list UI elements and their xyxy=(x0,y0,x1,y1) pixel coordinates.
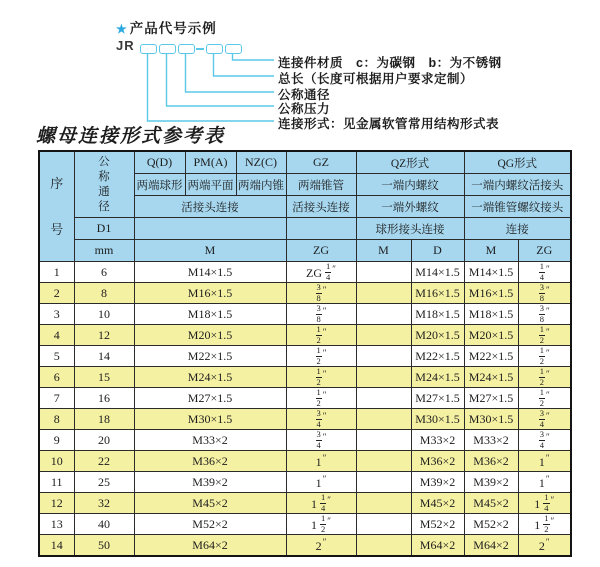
connector-line xyxy=(167,53,275,106)
qg-m-cell: M14×1.5 xyxy=(464,262,518,283)
qg-m-cell: M22×1.5 xyxy=(464,346,518,367)
m-thread-cell: M52×2 xyxy=(134,514,286,535)
seq-cell: 8 xyxy=(39,409,74,430)
header-conn-qg: 一端锥管螺纹接头 xyxy=(464,196,571,218)
dn-cell: 20 xyxy=(74,430,134,451)
dn-cell: 6 xyxy=(74,262,134,283)
qz-d-cell: M16×1.5 xyxy=(411,283,464,304)
table-row xyxy=(39,472,571,493)
seq-cell: 11 xyxy=(39,472,74,493)
qz-d-cell: M20×1.5 xyxy=(411,325,464,346)
header-row-5 xyxy=(39,240,571,262)
table-row xyxy=(39,451,571,472)
header-unit-qz-m: M xyxy=(356,240,411,262)
qz-m-cell xyxy=(356,535,411,557)
gz-thread-cell: $\frac{1}{2}$ ″ xyxy=(286,388,356,409)
qg-m-cell: M64×2 xyxy=(464,535,518,557)
table-row xyxy=(39,367,571,388)
gz-thread-cell: 1 $\frac{1}{4}$ ″ xyxy=(286,493,356,514)
qg-zg-cell: $\frac{1}{2}$ ″ xyxy=(518,325,571,346)
m-thread-cell: M27×1.5 xyxy=(134,388,286,409)
gz-thread-cell: $\frac{1}{2}$ ″ xyxy=(286,367,356,388)
dn-cell: 16 xyxy=(74,388,134,409)
header-col-qg: QG形式 xyxy=(464,151,571,174)
qz-m-cell xyxy=(356,451,411,472)
gz-thread-cell: $\frac{1}{2}$ ″ xyxy=(286,346,356,367)
seq-cell: 7 xyxy=(39,388,74,409)
table-row xyxy=(39,262,571,283)
header-conn2-qg: 连接 xyxy=(464,218,571,240)
seq-cell: 10 xyxy=(39,451,74,472)
table-row xyxy=(39,388,571,409)
qg-m-cell: M24×1.5 xyxy=(464,367,518,388)
qg-m-cell: M39×2 xyxy=(464,472,518,493)
seq-cell: 12 xyxy=(39,493,74,514)
qg-m-cell: M27×1.5 xyxy=(464,388,518,409)
qz-d-cell: M30×1.5 xyxy=(411,409,464,430)
qz-d-cell: M45×2 xyxy=(411,493,464,514)
qz-m-cell xyxy=(356,472,411,493)
m-thread-cell: M45×2 xyxy=(134,493,286,514)
qz-m-cell xyxy=(356,409,411,430)
qg-m-cell: M52×2 xyxy=(464,514,518,535)
dn-cell: 32 xyxy=(74,493,134,514)
connector-line xyxy=(214,53,275,76)
qg-zg-cell: $\frac{1}{4}$ ″ xyxy=(518,262,571,283)
gz-thread-cell: $\frac{3}{4}$ ″ xyxy=(286,430,356,451)
qz-d-cell: M36×2 xyxy=(411,451,464,472)
header-col-qz: QZ形式 xyxy=(356,151,464,174)
dn-cell: 10 xyxy=(74,304,134,325)
dn-cell: 12 xyxy=(74,325,134,346)
qg-m-cell: M20×1.5 xyxy=(464,325,518,346)
m-thread-cell: M64×2 xyxy=(134,535,286,557)
header-empty-qpn xyxy=(134,218,286,240)
nut-connection-table xyxy=(38,150,572,557)
dn-cell: 14 xyxy=(74,346,134,367)
qg-zg-cell: 1 $\frac{1}{4}$ ″ xyxy=(518,493,571,514)
qz-m-cell xyxy=(356,430,411,451)
qg-m-cell: M45×2 xyxy=(464,493,518,514)
dn-cell: 8 xyxy=(74,283,134,304)
seq-cell: 6 xyxy=(39,367,74,388)
header-seq: 序号 xyxy=(39,151,74,262)
table-row xyxy=(39,493,571,514)
header-conn-qpn: 活接头连接 xyxy=(134,196,286,218)
table-row xyxy=(39,304,571,325)
qg-zg-cell: 1″ xyxy=(518,451,571,472)
gz-thread-cell: $\frac{1}{2}$ ″ xyxy=(286,325,356,346)
qz-d-cell: M33×2 xyxy=(411,430,464,451)
table-row xyxy=(39,283,571,304)
table-row xyxy=(39,346,571,367)
table-row xyxy=(39,409,571,430)
qz-d-cell: M52×2 xyxy=(411,514,464,535)
header-desc-q: 两端球形 xyxy=(134,174,185,196)
seq-cell: 3 xyxy=(39,304,74,325)
header-dn: 公称通径 xyxy=(74,151,134,218)
qz-d-cell: M64×2 xyxy=(411,535,464,557)
gz-thread-cell: 1 $\frac{1}{2}$ ″ xyxy=(286,514,356,535)
header-empty-gz xyxy=(286,218,356,240)
dn-cell: 25 xyxy=(74,472,134,493)
header-col-q: Q(D) xyxy=(134,151,185,174)
qg-zg-cell: $\frac{3}{8}$ ″ xyxy=(518,304,571,325)
qg-zg-cell: $\frac{1}{2}$ ″ xyxy=(518,367,571,388)
table-row xyxy=(39,535,571,557)
header-d1: D1 xyxy=(74,218,134,240)
qg-zg-cell: $\frac{1}{2}$ ″ xyxy=(518,346,571,367)
diagram-label-connection: 连接形式：见金属软管常用结构形式表 xyxy=(278,117,500,131)
seq-cell: 9 xyxy=(39,430,74,451)
qg-zg-cell: 2″ xyxy=(518,535,571,557)
header-desc-gz: 两端锥管 xyxy=(286,174,356,196)
qz-m-cell xyxy=(356,304,411,325)
qg-m-cell: M36×2 xyxy=(464,451,518,472)
seq-cell: 5 xyxy=(39,346,74,367)
header-row-4 xyxy=(39,218,571,240)
m-thread-cell: M33×2 xyxy=(134,430,286,451)
qg-zg-cell: 1″ xyxy=(518,472,571,493)
gz-thread-cell: 2″ xyxy=(286,535,356,557)
header-row-1 xyxy=(39,151,571,174)
dn-cell: 50 xyxy=(74,535,134,557)
seq-cell: 14 xyxy=(39,535,74,557)
table-row xyxy=(39,325,571,346)
header-desc-pm: 两端平面 xyxy=(185,174,236,196)
gz-thread-cell: $\frac{3}{8}$ ″ xyxy=(286,304,356,325)
gz-thread-cell: $\frac{3}{8}$ ″ xyxy=(286,283,356,304)
seq-cell: 2 xyxy=(39,283,74,304)
m-thread-cell: M22×1.5 xyxy=(134,346,286,367)
header-unit-qz-d: D xyxy=(411,240,464,262)
dn-cell: 40 xyxy=(74,514,134,535)
qz-m-cell xyxy=(356,493,411,514)
m-thread-cell: M36×2 xyxy=(134,451,286,472)
product-code-prefix: JR xyxy=(116,38,135,53)
qz-m-cell xyxy=(356,367,411,388)
qz-d-cell: M18×1.5 xyxy=(411,304,464,325)
diagram-label-material: 连接件材质 c：为碳钢 b：为不锈钢 xyxy=(278,56,502,70)
gz-thread-cell: ZG $\frac{1}{4}$ ″ xyxy=(286,262,356,283)
seq-cell: 13 xyxy=(39,514,74,535)
table-row xyxy=(39,430,571,451)
m-thread-cell: M18×1.5 xyxy=(134,304,286,325)
header-conn-gz: 活接头连接 xyxy=(286,196,356,218)
header-col-pm: PM(A) xyxy=(185,151,236,174)
header-conn2-qz: 球形接头连接 xyxy=(356,218,464,240)
diagram-title: 产品代号示例 xyxy=(129,21,217,36)
gz-thread-cell: 1″ xyxy=(286,451,356,472)
dn-cell: 22 xyxy=(74,451,134,472)
table-body xyxy=(39,262,571,557)
qz-d-cell: M22×1.5 xyxy=(411,346,464,367)
gz-thread-cell: 1″ xyxy=(286,472,356,493)
header-desc-nz: 两端内锥 xyxy=(236,174,286,196)
qz-m-cell xyxy=(356,262,411,283)
star-icon: ★ xyxy=(116,22,128,36)
qz-m-cell xyxy=(356,514,411,535)
qg-m-cell: M33×2 xyxy=(464,430,518,451)
qg-zg-cell: $\frac{3}{4}$ ″ xyxy=(518,430,571,451)
qg-m-cell: M16×1.5 xyxy=(464,283,518,304)
m-thread-cell: M39×2 xyxy=(134,472,286,493)
seq-cell: 1 xyxy=(39,262,74,283)
table-title: 螺母连接形式参考表 xyxy=(36,125,226,147)
table-row xyxy=(39,514,571,535)
table-header xyxy=(39,151,571,262)
qg-m-cell: M30×1.5 xyxy=(464,409,518,430)
m-thread-cell: M16×1.5 xyxy=(134,283,286,304)
diagram-label-length: 总长（长度可根据用户要求定制） xyxy=(278,72,474,86)
qz-m-cell xyxy=(356,325,411,346)
m-thread-cell: M14×1.5 xyxy=(134,262,286,283)
header-mm: mm xyxy=(74,240,134,262)
header-col-nz: NZ(C) xyxy=(236,151,286,174)
header-col-gz: GZ xyxy=(286,151,356,174)
seq-cell: 4 xyxy=(39,325,74,346)
header-conn-qz: 一端外螺纹 xyxy=(356,196,464,218)
qg-zg-cell: 1 $\frac{1}{2}$ ″ xyxy=(518,514,571,535)
diagram-label-diameter: 公称通径 xyxy=(278,88,331,102)
qz-m-cell xyxy=(356,283,411,304)
header-unit-m: M xyxy=(134,240,286,262)
header-desc-qg: 一端内螺纹活接头 xyxy=(464,174,571,196)
header-unit-gz-zg: ZG xyxy=(286,240,356,262)
qz-m-cell xyxy=(356,346,411,367)
gz-thread-cell: $\frac{3}{4}$ ″ xyxy=(286,409,356,430)
qg-zg-cell: $\frac{3}{8}$ ″ xyxy=(518,283,571,304)
m-thread-cell: M20×1.5 xyxy=(134,325,286,346)
qz-d-cell: M27×1.5 xyxy=(411,388,464,409)
qz-d-cell: M24×1.5 xyxy=(411,367,464,388)
header-unit-qg-zg: ZG xyxy=(518,240,571,262)
diagram-label-pressure: 公称压力 xyxy=(278,102,331,116)
qg-zg-cell: $\frac{1}{2}$ ″ xyxy=(518,388,571,409)
qg-m-cell: M18×1.5 xyxy=(464,304,518,325)
header-unit-qg-m: M xyxy=(464,240,518,262)
m-thread-cell: M24×1.5 xyxy=(134,367,286,388)
connector-line xyxy=(233,53,275,60)
qz-d-cell: M39×2 xyxy=(411,472,464,493)
qz-d-cell: M14×1.5 xyxy=(411,262,464,283)
m-thread-cell: M30×1.5 xyxy=(134,409,286,430)
dn-cell: 15 xyxy=(74,367,134,388)
qz-m-cell xyxy=(356,388,411,409)
qg-zg-cell: $\frac{3}{4}$ ″ xyxy=(518,409,571,430)
header-desc-qz: 一端内螺纹 xyxy=(356,174,464,196)
dn-cell: 18 xyxy=(74,409,134,430)
connector-line xyxy=(186,53,275,92)
